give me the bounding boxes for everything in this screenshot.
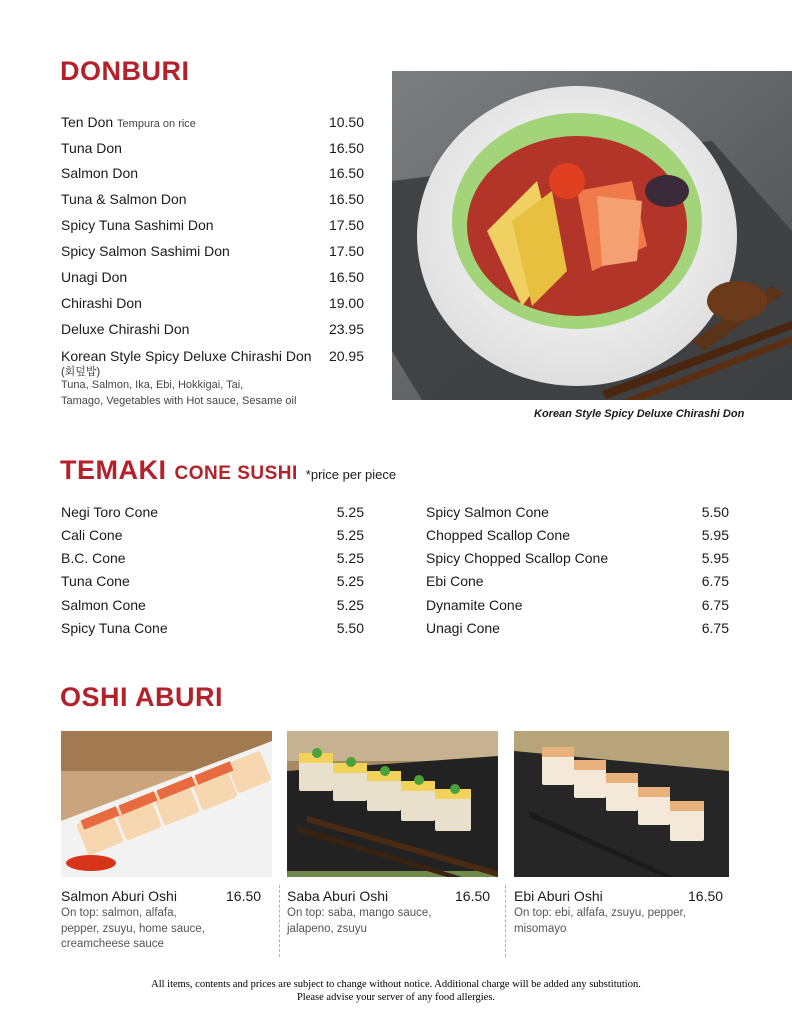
item-price: 5.25 (336, 550, 364, 566)
item-name: Negi Toro Cone (61, 504, 159, 520)
item-name: Unagi Don (61, 269, 128, 285)
item-name: Deluxe Chirashi Don (61, 321, 190, 337)
menu-item (61, 293, 364, 313)
menu-item (61, 189, 364, 209)
menu-item (426, 548, 729, 568)
menu-item (61, 548, 364, 568)
item-price: 17.50 (328, 243, 364, 259)
item-price: 16.50 (688, 888, 724, 904)
item-note: Tempura on rice (117, 118, 196, 130)
menu-item (426, 525, 729, 545)
item-price: 19.00 (328, 295, 364, 311)
item-price: 23.95 (328, 321, 364, 337)
item-price: 16.50 (455, 888, 491, 904)
item-name: Tuna Cone (61, 573, 130, 589)
item-description-line: On top: saba, mango sauce, (287, 907, 432, 919)
item-price: 5.25 (336, 527, 364, 543)
item-name: Tuna & Salmon Don (61, 191, 187, 207)
item-description-line: On top: ebi, alfafa, zsuyu, pepper, (514, 907, 686, 919)
menu-item-special (61, 346, 364, 366)
item-price: 5.25 (336, 504, 364, 520)
item-name: Spicy Tuna Cone (61, 620, 168, 636)
item-price: 6.75 (701, 620, 729, 636)
item-name: Spicy Salmon Cone (426, 504, 549, 520)
item-name: Spicy Salmon Sashimi Don (61, 243, 230, 259)
item-price: 5.95 (701, 527, 729, 543)
donburi-heading: DONBURI (60, 56, 190, 86)
column-divider (505, 885, 506, 957)
menu-item (426, 502, 729, 522)
item-description-line: pepper, zsuyu, home sauce, (61, 922, 205, 935)
item-korean-name: (회덮밥) (61, 366, 101, 378)
photo-caption: Korean Style Spicy Deluxe Chirashi Don (534, 408, 745, 420)
menu-item (61, 571, 364, 591)
item-name: Unagi Cone (426, 620, 500, 636)
item-name: Spicy Tuna Sashimi Don (61, 217, 214, 233)
menu-item (426, 595, 729, 615)
item-price: 16.50 (328, 269, 364, 285)
item-description-line: Tamago, Vegetables with Hot sauce, Sesame oil (61, 395, 297, 407)
saba-aburi-oshi-photo (287, 731, 498, 877)
item-name: Salmon Don (61, 165, 139, 181)
temaki-heading (60, 455, 396, 486)
temaki-title: TEMAKI (60, 455, 167, 485)
menu-item (61, 618, 364, 638)
item-price: 6.75 (701, 597, 729, 613)
item-price: 20.95 (328, 348, 364, 364)
item-price: 17.50 (328, 217, 364, 233)
menu-item (426, 618, 729, 638)
price-per-piece-note: *price per piece (305, 467, 397, 482)
item-description (61, 906, 205, 953)
ebi-aburi-oshi-photo (514, 731, 729, 877)
item-price: 5.25 (336, 597, 364, 613)
menu-item (61, 595, 364, 615)
item-name: Ebi Aburi Oshi (514, 888, 603, 904)
item-description-line: Tuna, Salmon, Ika, Ebi, Hokkigai, Tai, (61, 379, 244, 391)
item-description (287, 906, 431, 937)
menu-item (61, 138, 364, 158)
item-description-line: jalapeno, zsuyu (287, 922, 367, 935)
item-name: Korean Style Spicy Deluxe Chirashi Don (61, 348, 312, 364)
menu-item (61, 241, 364, 261)
menu-item (61, 112, 364, 132)
item-description-line: On top: salmon, alfafa, (61, 907, 177, 919)
item-name: Chirashi Don (61, 295, 142, 311)
item-description-line: misomayo (514, 922, 567, 935)
item-name: B.C. Cone (61, 550, 126, 566)
item-price: 16.50 (226, 888, 262, 904)
menu-item (61, 319, 364, 339)
item-description (514, 906, 686, 937)
item-price: 5.50 (336, 620, 364, 636)
item-price: 6.75 (701, 573, 729, 589)
item-name: Chopped Scallop Cone (426, 527, 570, 543)
item-name: Salmon Aburi Oshi (61, 888, 177, 904)
item-description-line: creamcheese sauce (61, 938, 164, 950)
menu-item (426, 571, 729, 591)
menu-item (61, 502, 364, 522)
menu-item (61, 163, 364, 183)
item-name: Cali Cone (61, 527, 123, 543)
salmon-aburi-oshi-photo (61, 731, 272, 877)
item-name: Ten Don (61, 114, 114, 130)
menu-item (61, 267, 364, 287)
footer-line: Please advise your server of any food allergies. (296, 992, 496, 1003)
item-name: Spicy Chopped Scallop Cone (426, 550, 609, 566)
footer-line: All items, contents and prices are subject to change without notice. Additional charge will be added any substitution. (151, 979, 641, 990)
menu-item (61, 525, 364, 545)
oshi-aburi-heading: OSHI ABURI (60, 682, 224, 712)
item-price: 5.95 (701, 550, 729, 566)
item-price: 16.50 (328, 140, 364, 156)
footer-disclaimer (0, 978, 792, 1004)
item-price: 16.50 (328, 191, 364, 207)
item-price: 16.50 (328, 165, 364, 181)
item-price: 5.50 (701, 504, 729, 520)
column-divider (279, 885, 280, 957)
item-price: 5.25 (336, 573, 364, 589)
item-name: Dynamite Cone (426, 597, 523, 613)
item-name: Tuna Don (61, 140, 122, 156)
item-name: Ebi Cone (426, 573, 484, 589)
chirashi-don-photo (392, 71, 792, 400)
temaki-subtitle: CONE SUSHI (174, 463, 298, 484)
item-name: Saba Aburi Oshi (287, 888, 389, 904)
item-name: Salmon Cone (61, 597, 146, 613)
menu-item (61, 215, 364, 235)
item-price: 10.50 (328, 114, 364, 130)
